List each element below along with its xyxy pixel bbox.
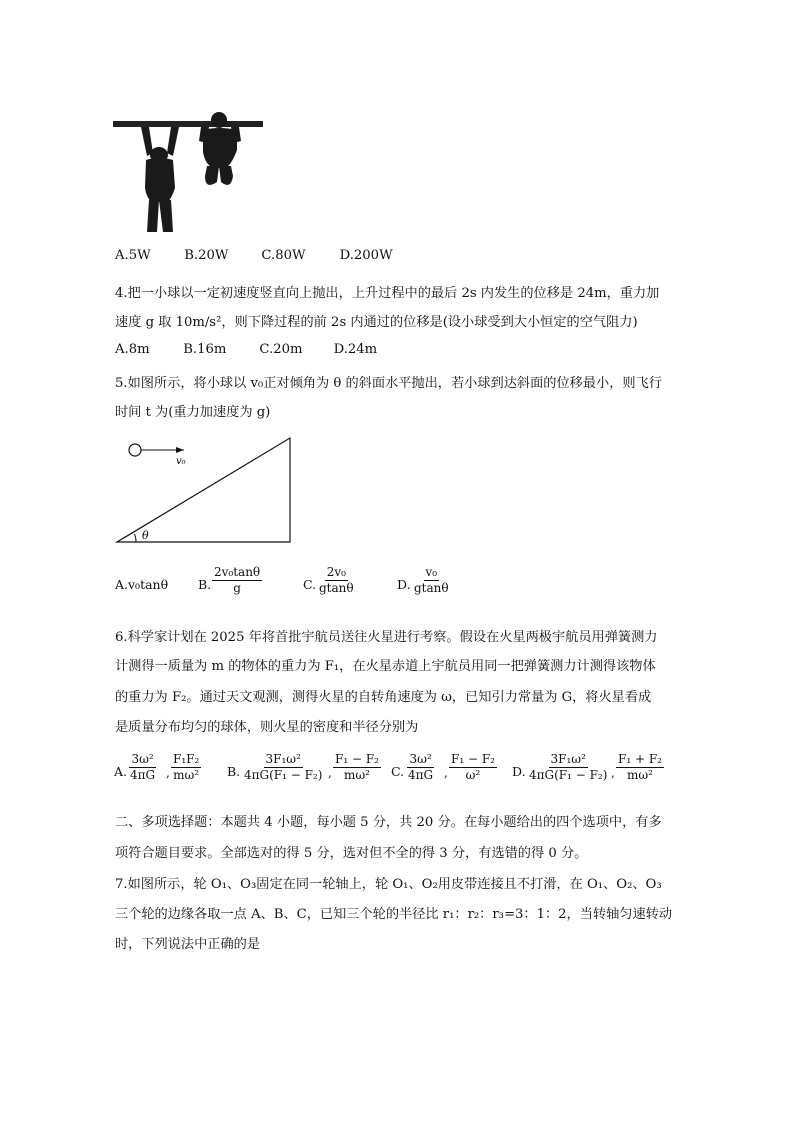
q6-option-d-radius (616, 752, 664, 783)
pullup-figure (113, 108, 263, 234)
q4-option-c: C.20m (259, 342, 303, 357)
q6-option-d-density (527, 752, 609, 783)
q6-option-b-label: B. (227, 764, 241, 779)
q4-stem-line1: 4.把一小球以一定初速度竖直向上抛出，上升过程中的最后 2s 内发生的位移是 24m，重力加 (115, 286, 660, 301)
section2-heading-line1: 二、多项选择题：本题共 4 小题，每小题 5 分，共 20 分。在每小题给出的四个选项中，有多 (115, 815, 662, 830)
q5-option-d-numerator: v₀ (425, 565, 438, 579)
q5-option-c-numerator: 2v₀ (326, 565, 346, 579)
q5-option-d-fraction (412, 565, 451, 596)
q6-c-radius-den: ω² (465, 768, 481, 782)
q6-stem-line2: 计测得一质量为 m 的物体的重力为 F₁，在火星赤道上宇航员用同一把弹簧测力计测得该物体 (115, 659, 656, 674)
q4-stem-line2: 速度 g 取 10m/s²，则下降过程的前 2s 内通过的位移是(设小球受到大小恒定的空气阻力) (115, 315, 638, 330)
q5-stem-line2: 时间 t 为(重力加速度为 g) (115, 405, 271, 420)
q5-option-b-numerator: 2v₀tanθ (214, 565, 261, 579)
q6-option-b-density (242, 752, 324, 783)
q6-c-radius-num: F₁ − F₂ (451, 752, 495, 766)
q6-c-density-num: 3ω² (409, 752, 432, 766)
q6-option-a-radius (171, 752, 201, 783)
q6-d-density-num: 3F₁ω² (550, 752, 586, 766)
incline-triangle (117, 438, 290, 542)
q6-option-row: A. $\frac{\text{3ω²}}{4\pi G}$ , $\frac{\text{F₁F₂}}{\text{mω²}}$ B. $\frac{\text{3F₁ω²}}{\text{4πG(F₁ − F₂)}}$ , $\frac{\text{F₁ − F₂}}{\text{mω²}}$ C. $\frac{\text{3ω²}}{4\pi G}$ , $\frac{\text{F₁ − F₂}}{\text{ω²}}$ D. $\frac{\text{3F₁ω²}}{\text{4πG(F₁ − F₂)}}$ , $\frac{\text{F₁ + F₂}}{\text{mω²}}$ (114, 752, 662, 782)
q6-option-d-label: D. (512, 764, 526, 779)
q4-option-d: D.24m (333, 342, 378, 357)
velocity-label: v₀ (176, 456, 186, 467)
q6-stem-line3: 的重力为 F₂。通过天文观测，测得火星的自转角速度为 ω，已知引力常量为 G，将火星看成 (115, 690, 652, 705)
q6-option-a-density (128, 752, 157, 783)
q6-c-density-den: 4πG (408, 768, 434, 782)
q6-a-radius-den: mω² (173, 768, 200, 782)
q6-d-radius-den: mω² (626, 768, 653, 782)
q5-option-b-denominator: g (233, 581, 241, 595)
q6-a-density-den: 4πG (130, 768, 156, 782)
q3-option-d: D.200W (339, 248, 393, 263)
q4-option-a: A.8m (115, 342, 150, 357)
q3-options (115, 248, 393, 263)
q6-option-c-density (406, 752, 435, 783)
q5-option-d-label: D. (397, 577, 411, 592)
incline-figure (114, 435, 294, 547)
q3-option-c: C.80W (261, 248, 306, 263)
q6-b-radius-den: mω² (343, 768, 370, 782)
velocity-arrow-icon (176, 447, 184, 453)
q6-d-radius-num: F₁ + F₂ (618, 752, 662, 766)
section2-heading-line2: 项符合题目要求。全部选对的得 5 分，选对但不全的得 3 分，有选错的得 0 分。 (115, 846, 588, 861)
q6-option-b-radius (333, 752, 381, 783)
ball (129, 444, 141, 456)
q5-option-b-label: B. (198, 577, 212, 592)
q5-option-c-label: C. (303, 577, 317, 592)
q7-stem-line3: 时，下列说法中正确的是 (115, 937, 261, 952)
q6-stem-line4: 是质量分布均匀的球体，则火星的密度和半径分别为 (115, 720, 419, 735)
q5-option-a: A.v₀tanθ (115, 577, 169, 592)
q7-stem-line2: 三个轮的边缘各取一点 A、B、C，已知三个轮的半径比 r₁：r₂：r₃=3：1：2，当转轴匀速转动 (115, 907, 673, 922)
q6-stem-line1: 6.科学家计划在 2025 年将首批宇航员送往火星进行考察。假设在火星两极宇航员用弹簧测力 (115, 630, 658, 645)
angle-label: θ (142, 529, 149, 542)
q4-option-b: B.16m (183, 342, 227, 357)
q3-option-a: A.5W (115, 248, 151, 263)
q5-option-d-denominator: gtanθ (414, 581, 449, 595)
q5-option-b-fraction (212, 565, 262, 596)
q3-option-b: B.20W (184, 248, 229, 263)
q6-d-density-den: 4πG(F₁ − F₂) (529, 768, 608, 782)
q5-option-c-denominator: gtanθ (319, 581, 354, 595)
q6-b-density-den: 4πG(F₁ − F₂) (244, 768, 323, 782)
q6-a-density-num: 3ω² (131, 752, 154, 766)
q4-options (115, 342, 377, 357)
q6-b-density-num: 3F₁ω² (265, 752, 301, 766)
q5-stem-line1: 5.如图所示，将小球以 v₀正对倾角为 θ 的斜面水平抛出，若小球到达斜面的位移最小，则飞行 (115, 376, 662, 391)
q6-option-a-label: A. (114, 764, 128, 779)
q7-stem-line1: 7.如图所示，轮 O₁、O₃固定在同一轮轴上，轮 O₁、O₂用皮带连接且不打滑，在 O₁、O₂、O₃ (115, 877, 662, 892)
q6-option-c-radius (449, 752, 497, 783)
q6-a-radius-num: F₁F₂ (173, 752, 200, 766)
q5-option-c-fraction (317, 565, 356, 596)
q6-b-radius-num: F₁ − F₂ (335, 752, 379, 766)
q6-option-c-label: C. (391, 764, 405, 779)
